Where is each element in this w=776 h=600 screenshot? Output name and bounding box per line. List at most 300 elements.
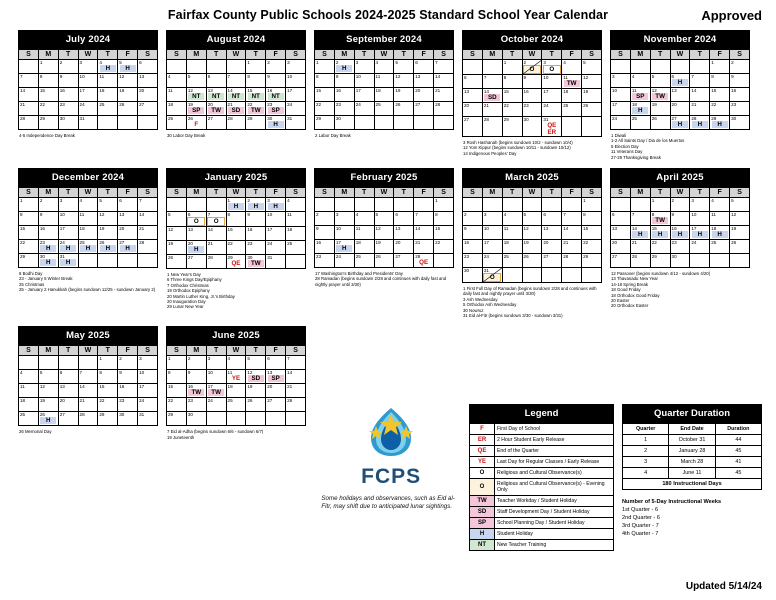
day-cell[interactable] (206, 356, 226, 370)
day-cell[interactable] (414, 74, 434, 88)
day-cell[interactable] (186, 227, 206, 241)
day-cell[interactable] (98, 116, 118, 130)
day-cell[interactable] (38, 226, 58, 240)
day-cell[interactable] (463, 60, 483, 75)
day-cell[interactable] (690, 88, 710, 102)
day-cell[interactable] (286, 384, 306, 398)
day-cell[interactable] (374, 198, 394, 212)
day-cell[interactable] (138, 212, 158, 226)
day-cell[interactable] (710, 88, 730, 102)
day-cell[interactable] (374, 212, 394, 226)
day-cell[interactable] (374, 116, 394, 130)
day-cell[interactable] (374, 102, 394, 116)
day-cell[interactable] (246, 384, 266, 398)
day-cell[interactable] (58, 212, 78, 226)
day-cell[interactable] (542, 240, 562, 254)
day-cell[interactable] (226, 241, 246, 255)
day-cell[interactable] (266, 116, 286, 130)
day-cell[interactable] (582, 212, 602, 226)
day-cell[interactable] (463, 89, 483, 103)
day-cell[interactable] (414, 102, 434, 116)
day-cell[interactable] (630, 198, 650, 212)
day-cell[interactable] (582, 240, 602, 254)
day-cell[interactable] (611, 74, 631, 88)
day-cell[interactable] (670, 226, 690, 240)
day-cell[interactable] (58, 116, 78, 130)
day-cell[interactable] (167, 384, 187, 398)
day-cell[interactable] (19, 212, 39, 226)
day-cell[interactable] (710, 212, 730, 226)
day-cell[interactable] (463, 117, 483, 137)
day-cell[interactable] (286, 88, 306, 102)
day-cell[interactable] (98, 198, 118, 212)
day-cell[interactable] (246, 227, 266, 241)
day-cell[interactable] (502, 268, 522, 283)
day-cell[interactable] (186, 116, 206, 130)
day-cell[interactable] (414, 116, 434, 130)
day-cell[interactable] (434, 102, 454, 116)
day-cell[interactable] (542, 226, 562, 240)
day-cell[interactable] (78, 356, 98, 370)
day-cell[interactable] (394, 116, 414, 130)
day-cell[interactable] (19, 60, 39, 74)
day-cell[interactable] (334, 254, 354, 268)
day-cell[interactable] (334, 226, 354, 240)
day-cell[interactable] (482, 60, 502, 75)
day-cell[interactable] (670, 60, 690, 74)
day-cell[interactable] (118, 240, 138, 254)
day-cell[interactable] (286, 74, 306, 88)
day-cell[interactable] (78, 212, 98, 226)
day-cell[interactable] (522, 103, 542, 117)
day-cell[interactable] (226, 370, 246, 384)
day-cell[interactable] (670, 254, 690, 268)
day-cell[interactable] (266, 88, 286, 102)
day-cell[interactable] (38, 60, 58, 74)
day-cell[interactable] (286, 102, 306, 116)
day-cell[interactable] (630, 102, 650, 116)
day-cell[interactable] (186, 102, 206, 116)
day-cell[interactable] (315, 254, 335, 268)
day-cell[interactable] (58, 226, 78, 240)
day-cell[interactable] (463, 103, 483, 117)
day-cell[interactable] (315, 102, 335, 116)
day-cell[interactable] (611, 254, 631, 268)
day-cell[interactable] (354, 60, 374, 74)
day-cell[interactable] (730, 240, 750, 254)
day-cell[interactable] (206, 88, 226, 102)
day-cell[interactable] (19, 226, 39, 240)
day-cell[interactable] (38, 102, 58, 116)
day-cell[interactable] (690, 198, 710, 212)
day-cell[interactable] (226, 88, 246, 102)
day-cell[interactable] (434, 116, 454, 130)
day-cell[interactable] (394, 74, 414, 88)
day-cell[interactable] (315, 116, 335, 130)
day-cell[interactable] (19, 384, 39, 398)
day-cell[interactable] (522, 226, 542, 240)
day-cell[interactable] (670, 212, 690, 226)
day-cell[interactable] (502, 212, 522, 226)
day-cell[interactable] (730, 116, 750, 130)
day-cell[interactable] (482, 254, 502, 268)
day-cell[interactable] (522, 89, 542, 103)
day-cell[interactable] (19, 116, 39, 130)
day-cell[interactable] (690, 240, 710, 254)
day-cell[interactable] (562, 89, 582, 103)
day-cell[interactable] (414, 198, 434, 212)
day-cell[interactable] (167, 370, 187, 384)
day-cell[interactable] (354, 212, 374, 226)
day-cell[interactable] (670, 74, 690, 88)
day-cell[interactable] (463, 212, 483, 226)
day-cell[interactable] (138, 88, 158, 102)
day-cell[interactable] (334, 212, 354, 226)
day-cell[interactable] (78, 254, 98, 268)
day-cell[interactable] (502, 89, 522, 103)
day-cell[interactable] (19, 370, 39, 384)
day-cell[interactable] (354, 254, 374, 268)
day-cell[interactable] (246, 60, 266, 74)
day-cell[interactable] (374, 240, 394, 254)
day-cell[interactable] (374, 60, 394, 74)
day-cell[interactable] (582, 254, 602, 268)
day-cell[interactable] (266, 356, 286, 370)
day-cell[interactable] (78, 240, 98, 254)
day-cell[interactable] (167, 88, 187, 102)
day-cell[interactable] (542, 103, 562, 117)
day-cell[interactable] (98, 212, 118, 226)
day-cell[interactable] (118, 212, 138, 226)
day-cell[interactable] (138, 254, 158, 268)
day-cell[interactable] (690, 212, 710, 226)
day-cell[interactable] (167, 255, 187, 269)
day-cell[interactable] (98, 254, 118, 268)
day-cell[interactable] (186, 255, 206, 269)
day-cell[interactable] (118, 102, 138, 116)
day-cell[interactable] (38, 254, 58, 268)
day-cell[interactable] (78, 74, 98, 88)
day-cell[interactable] (167, 74, 187, 88)
day-cell[interactable] (562, 240, 582, 254)
day-cell[interactable] (502, 103, 522, 117)
day-cell[interactable] (630, 74, 650, 88)
day-cell[interactable] (118, 356, 138, 370)
day-cell[interactable] (582, 198, 602, 212)
day-cell[interactable] (186, 212, 206, 227)
day-cell[interactable] (562, 268, 582, 283)
day-cell[interactable] (246, 74, 266, 88)
day-cell[interactable] (266, 227, 286, 241)
day-cell[interactable] (334, 74, 354, 88)
day-cell[interactable] (482, 103, 502, 117)
day-cell[interactable] (58, 356, 78, 370)
day-cell[interactable] (138, 198, 158, 212)
day-cell[interactable] (690, 116, 710, 130)
day-cell[interactable] (206, 227, 226, 241)
day-cell[interactable] (38, 116, 58, 130)
day-cell[interactable] (482, 89, 502, 103)
day-cell[interactable] (463, 240, 483, 254)
day-cell[interactable] (118, 226, 138, 240)
day-cell[interactable] (710, 116, 730, 130)
day-cell[interactable] (482, 198, 502, 212)
day-cell[interactable] (206, 60, 226, 74)
day-cell[interactable] (286, 60, 306, 74)
day-cell[interactable] (38, 88, 58, 102)
day-cell[interactable] (710, 60, 730, 74)
day-cell[interactable] (226, 60, 246, 74)
day-cell[interactable] (167, 198, 187, 212)
day-cell[interactable] (334, 60, 354, 74)
day-cell[interactable] (374, 74, 394, 88)
day-cell[interactable] (502, 117, 522, 137)
day-cell[interactable] (186, 88, 206, 102)
day-cell[interactable] (19, 102, 39, 116)
day-cell[interactable] (98, 88, 118, 102)
day-cell[interactable] (542, 75, 562, 89)
day-cell[interactable] (354, 198, 374, 212)
day-cell[interactable] (334, 116, 354, 130)
day-cell[interactable] (334, 240, 354, 254)
day-cell[interactable] (463, 268, 483, 283)
day-cell[interactable] (167, 241, 187, 255)
day-cell[interactable] (670, 88, 690, 102)
day-cell[interactable] (650, 88, 670, 102)
day-cell[interactable] (394, 60, 414, 74)
day-cell[interactable] (58, 198, 78, 212)
day-cell[interactable] (482, 212, 502, 226)
day-cell[interactable] (434, 226, 454, 240)
day-cell[interactable] (463, 226, 483, 240)
day-cell[interactable] (286, 116, 306, 130)
day-cell[interactable] (482, 117, 502, 137)
day-cell[interactable] (266, 102, 286, 116)
day-cell[interactable] (266, 74, 286, 88)
day-cell[interactable] (206, 198, 226, 212)
day-cell[interactable] (582, 89, 602, 103)
day-cell[interactable] (138, 102, 158, 116)
day-cell[interactable] (611, 116, 631, 130)
day-cell[interactable] (78, 198, 98, 212)
day-cell[interactable] (118, 116, 138, 130)
day-cell[interactable] (246, 212, 266, 227)
day-cell[interactable] (315, 198, 335, 212)
day-cell[interactable] (266, 241, 286, 255)
day-cell[interactable] (690, 74, 710, 88)
day-cell[interactable] (730, 60, 750, 74)
day-cell[interactable] (730, 74, 750, 88)
day-cell[interactable] (19, 240, 39, 254)
day-cell[interactable] (562, 254, 582, 268)
day-cell[interactable] (502, 240, 522, 254)
day-cell[interactable] (246, 102, 266, 116)
day-cell[interactable] (266, 198, 286, 212)
day-cell[interactable] (38, 74, 58, 88)
day-cell[interactable] (226, 198, 246, 212)
day-cell[interactable] (611, 60, 631, 74)
day-cell[interactable] (650, 116, 670, 130)
day-cell[interactable] (226, 255, 246, 269)
day-cell[interactable] (226, 384, 246, 398)
day-cell[interactable] (611, 226, 631, 240)
day-cell[interactable] (246, 255, 266, 269)
day-cell[interactable] (650, 198, 670, 212)
day-cell[interactable] (334, 88, 354, 102)
day-cell[interactable] (266, 384, 286, 398)
day-cell[interactable] (118, 370, 138, 384)
day-cell[interactable] (463, 254, 483, 268)
day-cell[interactable] (118, 74, 138, 88)
day-cell[interactable] (522, 240, 542, 254)
day-cell[interactable] (354, 240, 374, 254)
day-cell[interactable] (611, 88, 631, 102)
day-cell[interactable] (266, 370, 286, 384)
day-cell[interactable] (206, 370, 226, 384)
day-cell[interactable] (315, 240, 335, 254)
day-cell[interactable] (394, 226, 414, 240)
day-cell[interactable] (611, 198, 631, 212)
day-cell[interactable] (542, 268, 562, 283)
day-cell[interactable] (582, 60, 602, 75)
day-cell[interactable] (710, 198, 730, 212)
day-cell[interactable] (611, 240, 631, 254)
day-cell[interactable] (19, 74, 39, 88)
day-cell[interactable] (98, 370, 118, 384)
day-cell[interactable] (98, 102, 118, 116)
day-cell[interactable] (354, 226, 374, 240)
day-cell[interactable] (394, 212, 414, 226)
day-cell[interactable] (730, 198, 750, 212)
day-cell[interactable] (434, 74, 454, 88)
day-cell[interactable] (354, 102, 374, 116)
day-cell[interactable] (246, 88, 266, 102)
day-cell[interactable] (522, 268, 542, 283)
day-cell[interactable] (58, 254, 78, 268)
day-cell[interactable] (138, 74, 158, 88)
day-cell[interactable] (138, 356, 158, 370)
day-cell[interactable] (78, 226, 98, 240)
day-cell[interactable] (38, 198, 58, 212)
day-cell[interactable] (246, 198, 266, 212)
day-cell[interactable] (58, 370, 78, 384)
day-cell[interactable] (138, 60, 158, 74)
day-cell[interactable] (414, 254, 434, 268)
day-cell[interactable] (463, 75, 483, 89)
day-cell[interactable] (582, 226, 602, 240)
day-cell[interactable] (167, 60, 187, 74)
day-cell[interactable] (522, 198, 542, 212)
day-cell[interactable] (334, 198, 354, 212)
day-cell[interactable] (502, 75, 522, 89)
day-cell[interactable] (266, 255, 286, 269)
day-cell[interactable] (98, 74, 118, 88)
day-cell[interactable] (118, 60, 138, 74)
day-cell[interactable] (562, 198, 582, 212)
day-cell[interactable] (434, 198, 454, 212)
day-cell[interactable] (394, 254, 414, 268)
day-cell[interactable] (354, 88, 374, 102)
day-cell[interactable] (522, 254, 542, 268)
day-cell[interactable] (650, 226, 670, 240)
day-cell[interactable] (414, 226, 434, 240)
day-cell[interactable] (78, 370, 98, 384)
day-cell[interactable] (58, 88, 78, 102)
day-cell[interactable] (630, 60, 650, 74)
day-cell[interactable] (611, 212, 631, 226)
day-cell[interactable] (502, 198, 522, 212)
day-cell[interactable] (542, 117, 562, 137)
day-cell[interactable] (138, 370, 158, 384)
day-cell[interactable] (286, 212, 306, 227)
day-cell[interactable] (650, 60, 670, 74)
day-cell[interactable] (630, 254, 650, 268)
day-cell[interactable] (38, 356, 58, 370)
day-cell[interactable] (690, 102, 710, 116)
day-cell[interactable] (206, 384, 226, 398)
day-cell[interactable] (502, 226, 522, 240)
day-cell[interactable] (19, 254, 39, 268)
day-cell[interactable] (434, 60, 454, 74)
day-cell[interactable] (394, 240, 414, 254)
day-cell[interactable] (730, 102, 750, 116)
day-cell[interactable] (562, 60, 582, 75)
day-cell[interactable] (315, 88, 335, 102)
day-cell[interactable] (286, 227, 306, 241)
day-cell[interactable] (502, 254, 522, 268)
day-cell[interactable] (186, 198, 206, 212)
day-cell[interactable] (414, 88, 434, 102)
day-cell[interactable] (206, 241, 226, 255)
day-cell[interactable] (482, 240, 502, 254)
day-cell[interactable] (226, 227, 246, 241)
day-cell[interactable] (266, 212, 286, 227)
day-cell[interactable] (186, 60, 206, 74)
day-cell[interactable] (542, 198, 562, 212)
day-cell[interactable] (434, 240, 454, 254)
day-cell[interactable] (98, 226, 118, 240)
day-cell[interactable] (710, 240, 730, 254)
day-cell[interactable] (38, 212, 58, 226)
day-cell[interactable] (118, 88, 138, 102)
day-cell[interactable] (246, 356, 266, 370)
day-cell[interactable] (630, 212, 650, 226)
day-cell[interactable] (118, 198, 138, 212)
day-cell[interactable] (246, 241, 266, 255)
day-cell[interactable] (730, 226, 750, 240)
day-cell[interactable] (58, 240, 78, 254)
day-cell[interactable] (482, 268, 502, 283)
day-cell[interactable] (562, 226, 582, 240)
day-cell[interactable] (354, 116, 374, 130)
day-cell[interactable] (315, 74, 335, 88)
day-cell[interactable] (58, 74, 78, 88)
day-cell[interactable] (19, 356, 39, 370)
day-cell[interactable] (186, 370, 206, 384)
day-cell[interactable] (78, 384, 98, 398)
day-cell[interactable] (670, 240, 690, 254)
day-cell[interactable] (167, 356, 187, 370)
day-cell[interactable] (434, 212, 454, 226)
day-cell[interactable] (522, 212, 542, 226)
day-cell[interactable] (138, 240, 158, 254)
day-cell[interactable] (502, 60, 522, 75)
day-cell[interactable] (226, 212, 246, 227)
day-cell[interactable] (167, 116, 187, 130)
day-cell[interactable] (186, 241, 206, 255)
day-cell[interactable] (414, 212, 434, 226)
day-cell[interactable] (98, 384, 118, 398)
